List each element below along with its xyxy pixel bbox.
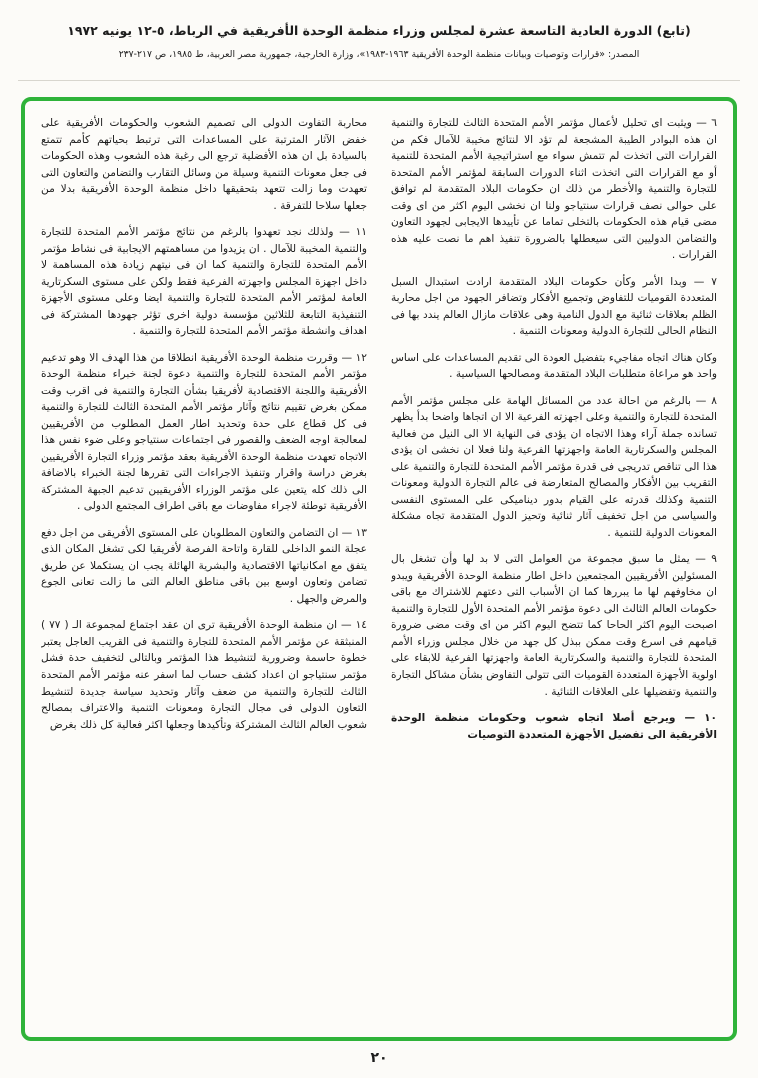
text-columns [41, 115, 717, 1027]
header-divider [18, 80, 740, 81]
page-number: ٢٠ [370, 1050, 388, 1066]
paragraph-9: ٩ — يمثل ما سبق مجموعة من العوامل التى لا بد لها وأن تشغل بال المسئولين الأفريقيين المجتمعين داخل اطار منظمة الوحدة الأفريقية ويبدو ان مخاوفهم لها ما يبررها كما ان الأسباب التى دعتهم للاشتراك مع باقى حكومات العالم الثالث الى دعوة مؤتمر الأمم المتحدة الأول للتجارة والتنمية اصبحت اليوم اكثر الحاحا كما تتضح اليوم اكثر من اى وقت مضى ضرورة قيامهم فى اسرع وقت ممكن ببذل كل جهد من خلال مجلس وزراء الأمم المتحدة للتجارة والتنمية والسكرتارية العامة واجهزتها الفرعية للابقاء على اولوية الأجهزة المتعددة القوميات التى تتولى التفاوض بشأن مشاكل التجارة والتنمية وتفضيلها على العلاقات الثنائية . [391, 553, 717, 698]
right-column [391, 115, 717, 1027]
paragraph-13: ١٣ — ان التضامن والتعاون المطلوبان على المستوى الأفريقى من اجل دفع عجلة النمو الداخلى للقارة واتاحة الفرصة لأفريقيا لكى تشغل المكان الذى يتفق مع امكانياتها الاقتصادية والبشرية الهائلة يجب ان يستكملا عن طريق تضامن وتعاون اوسع بين باقى مناطق العالم التى ما زالت تعانى الجوع والمرض والجهل . [41, 526, 367, 605]
left-column [41, 115, 367, 1027]
paragraph-6: ٦ — ويثبت اى تحليل لأعمال مؤتمر الأمم المتحدة الثالث للتجارة والتنمية ان هذه البوادر الطيبة المشجعة لم تؤد الا لنتائج مخيبة للآمال فكم من القرارات التى اتخذت لم تتمش سواء مع استراتيجية الأمم المتحدة للتنمية أو مع القرارات التى اتخذت اثناء الدورات السابقة لمؤتمر الأمم المتحدة للتجارة والتنمية والأخطر من ذلك ان حكومات البلاد المتقدمة لم توافق على حوالى نصف قرارات سنتياجو ولنا ان نخشى اليوم اكثر من اى وقت مضى قيام هذه الحكومات بالتخلى تماما عن تأييدها الايجابى لجهود التعاون والتضامن الدوليين التى سيعطلها بالضرورة تنفيذ اهم ما نصت عليه هذه القرارات . [391, 117, 717, 262]
document-source-line: المصدر: «قرارات وتوصيات وبيانات منظمة الوحدة الأفريقية ١٩٦٣-١٩٨٣»، وزارة الخارجية، جمهورية مصر العربية، ط ١٩٨٥، ص ٢١٧-٢٣٧ [118, 48, 640, 60]
document-title: (تابع) الدورة العادية التاسعة عشرة لمجلس وزراء منظمة الوحدة الأفريقية في الرباط، ٥-١٢ يونيه ١٩٧٢ [67, 23, 691, 38]
paragraph-7: ٧ — وبدا الأمر وكأن حكومات البلاد المتقدمة ارادت استبدال السبل المتعددة القوميات للتفاوض وتجميع الأفكار وتضافر الجهود من اجل محاربة الظلم بعلاقات ثنائية مع الدول النامية وهى علاقات مازال العالم يندد بها فى النظام الحالى للتجارة الدولية ومعونات التنمية . [391, 275, 717, 338]
paragraph-12: ١٢ — وقررت منظمة الوحدة الأفريقية انطلاقا من هذا الهدف الا وهو تدعيم مؤتمر الأمم المتحدة للتجارة والتنمية دعوة لجنة خبراء منظمة الوحدة الأفريقية واللجنة الاقتصادية لأفريقيا بشأن التجارة والتنمية فى اقرب وقت ممكن بغرض تقييم نتائج وآثار مؤتمر الأمم المتحدة الثالث للتجارة والتنمية فى كل قطاع على حدة وتحديد اطار العمل المطلوب من الأفريقيين لمعالجة اوجه الضعف والقصور فى اجتماعات سنتياجو وعلى ضوء نفس هذا الاتجاه تعهدت منظمة الوحدة الأفريقية بعقد مؤتمر وزراء التجارة الأفريقيين بغرض دراسة واقرار وتنفيذ الاجراءات التى تقررها لجنة الخبراء بالاضافة الى ذلك كله يتعين على مؤتمر الوزراء الأفريقيين تدعيم الجبهة المشتركة الأفريقية توطئة لاجراء مفاوضات مع باقى اطراف المجتمع الدولى . [41, 351, 367, 513]
green-border-frame [21, 97, 737, 1041]
paragraph-7b: وكان هناك اتجاه مفاجيء بتفضيل العودة الى تقديم المساعدات على اساس واحد هو مراعاة متطلبات البلاد المتقدمة ومصالحها السياسية . [391, 351, 717, 381]
paragraph-8: ٨ — بالرغم من احالة عدد من المسائل الهامة على مجلس مؤتمر الأمم المتحدة للتجارة والتنمية وعلى اجهزته الفرعية الا ان اتجاها واضحا بدأ يظهر تسانده جملة آراء وهذا الاتجاه ان يؤدى فى النهاية الا الى النيل من فعالية المجلس والسكرتارية العامة واجهزتها الفرعية ولنا فعلا ان نخشى ان يؤدى هذا الى تناقص تدريجى فى قدرة مؤتمر الأمم المتحدة للتجارة والتنمية على التقريب بين الأفكار والمصالح المتعارضة فى عالم التجارة الدولية ومعونات التنمية وكذلك قدرته على القيام بدور ديناميكى على المستوى النفسى والسياسى من اجل تخفيف آثار ثنائية وتحيز الدول المتقدمة تجاه مشكلة المعونات الدولية للتنمية . [391, 394, 717, 539]
paragraph-14: ١٤ — ان منظمة الوحدة الأفريقية ترى ان عقد اجتماع لمجموعة الـ ( ٧٧ ) المنبثقة عن مؤتمر الأمم المتحدة للتجارة والتنمية فى القريب العاجل يعتبر خطوة حاسمة وضرورية لتنشيط هذا المؤتمر وبالتالى لتخفيف حدة فشل مؤتمر سنتياجو ان اعداد كشف حساب لما اسفر عنه مؤتمر الأمم المتحدة الثالث للتجارة والتنمية من ضعف وآثار وتحديد سياسة جديدة لتنشيط التعاون الدولى فى مجال التجارة ومعونات التنمية والاعتراف بمصالح شعوب العالم الثالث المشتركة وتأكيدها وجعلها اكثر فعالية كل ذلك بغرض [41, 619, 367, 731]
document-header [18, 22, 740, 61]
paragraph-continuation: محاربة التفاوت الدولى الى تصميم الشعوب والحكومات الأفريقية على خفض الآثار المترتبة على المساعدات التى ترتبط بحياتهم كأمم تتمتع بالسيادة بل ان هذه الأفضلية ترجع الى رغبة هذه الشعوب وهذه الحكومات فى جعل معونات التنمية وسيلة من وسائل التقارب والتضامن والتعاون التى تعهدت وما زالت تتعهد بتحقيقها داخل منظمة الوحدة الأفريقية بدلا من جعلها سلاحا للتفرقة . [41, 117, 367, 212]
paragraph-10: ١٠ — ويرجع أصلا اتجاه شعوب وحكومات منظمة الوحدة الأفريقية الى تفضيل الأجهزة المتعددة التوصيات [391, 712, 717, 741]
paragraph-11: ١١ — ولذلك نجد تعهدوا بالرغم من نتائج مؤتمر الأمم المتحدة للتجارة والتنمية المخيبة للآمال . ان يزيدوا من مساهمتهم الايجابية فى نشاط مؤتمر الأمم المتحدة للتجارة والتنمية كما ان فى نيتهم زيادة هذه المساهمة لا داخل اجهزة المجلس واجهزته الفرعية فقط ولكن على مستوى السكرتارية العامة لمؤتمر الأمم المتحدة للتجارة والتنمية ايضا وعلى مستوى الأجهزة التنفيذية التابعة للثلاثين مؤسسة دولية اخرى تؤثر جهودها المشتركة فى اهداف وانشطة مؤتمر الأمم المتحدة للتجارة والتنمية . [41, 226, 367, 338]
